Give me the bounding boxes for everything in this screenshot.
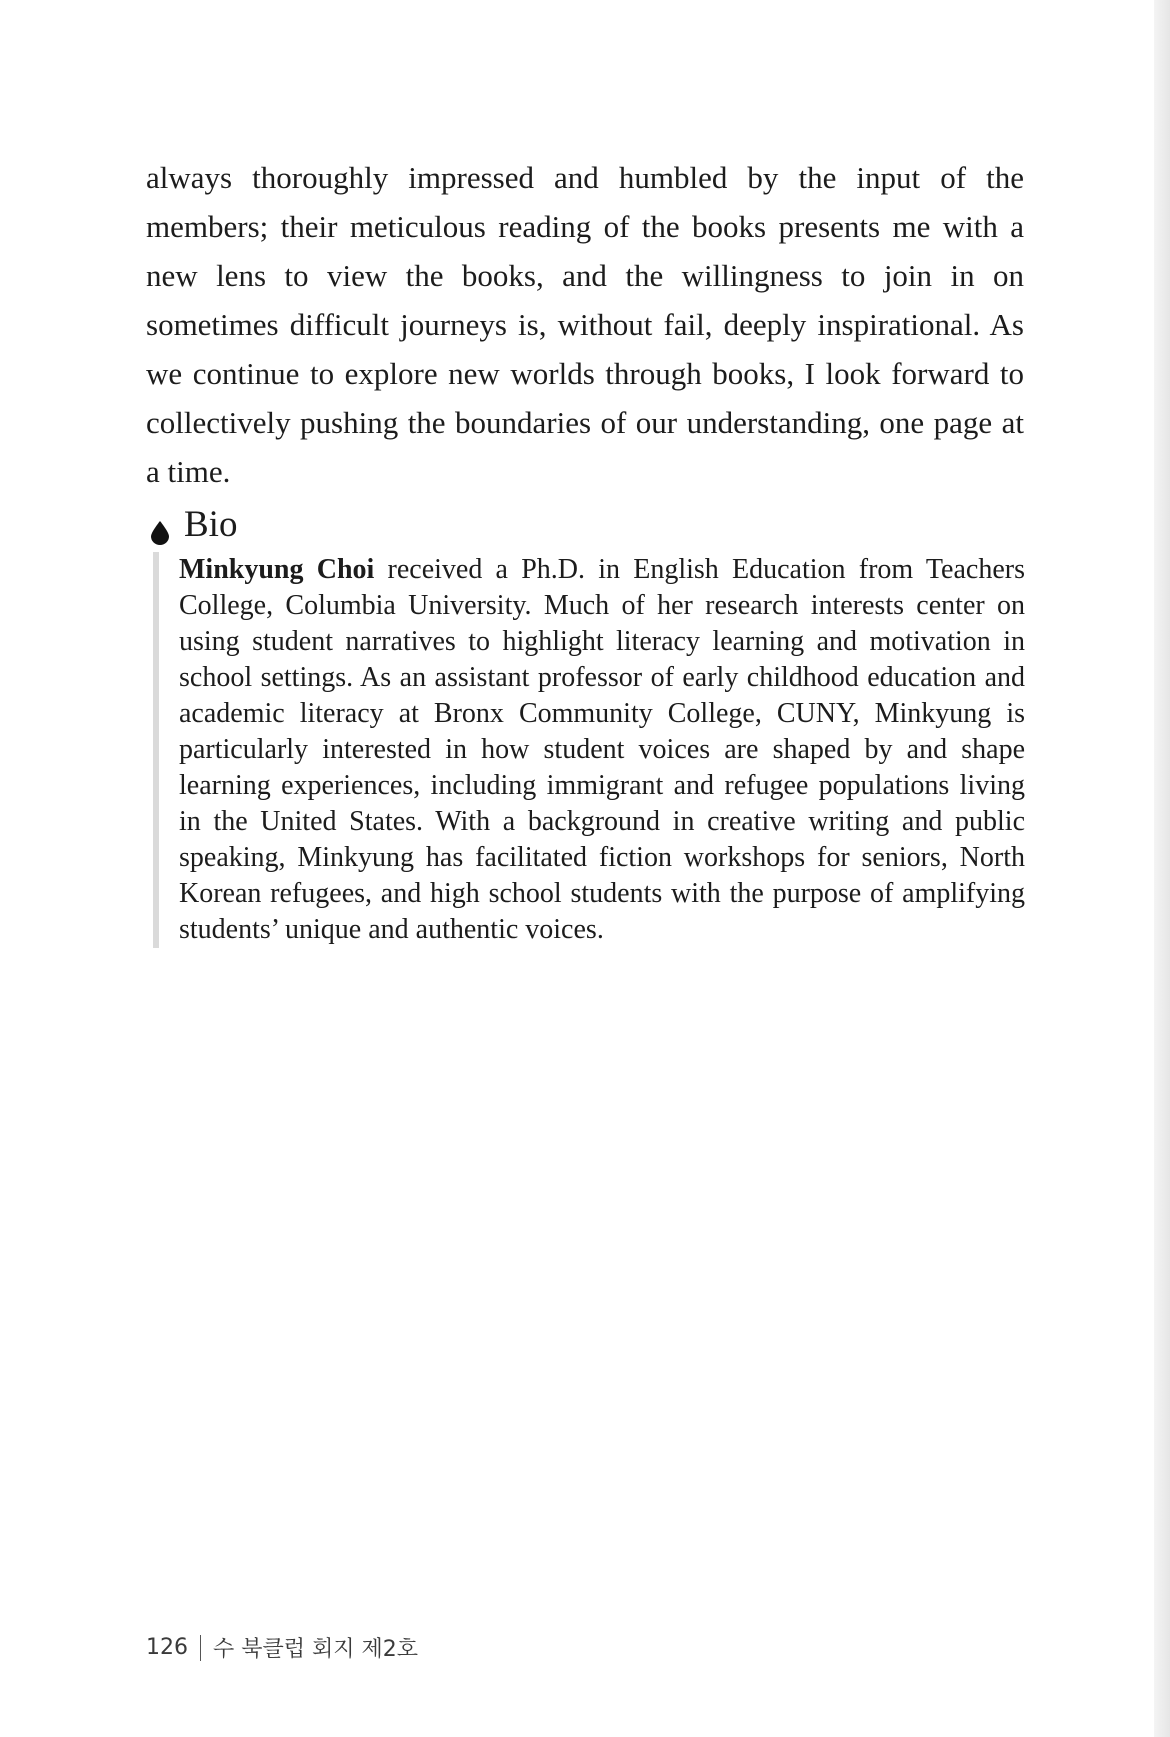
bio-author-name: Minkyung Choi — [179, 554, 375, 585]
page-footer — [146, 1632, 418, 1663]
page-number: 126 — [146, 1635, 188, 1660]
bio-heading — [150, 500, 237, 548]
bio-block — [153, 552, 1025, 948]
bio-heading-label: Bio — [184, 503, 238, 545]
publication-title: 수 북클럽 회지 제2호 — [213, 1637, 418, 1662]
bio-text — [179, 552, 1025, 948]
bio-description: received a Ph.D. in English Education from Teachers College, Columbia University. Much of her research interests center on using student narratives to highlight literacy learning and motivation in school settings. As an assistant professor of early childhood education and academic literacy at Bronx Community College, CUNY, Minkyung is particularly interested in how student voices are shaped by and shape learning experiences, including immigrant and refugee populations living in the United States. With a background in creative writing and public speaking, Minkyung has facilitated fiction workshops for seniors, North Korean refugees, and high school students with the purpose of amplifying students’ unique and authentic voices. — [179, 554, 1025, 945]
body-paragraph: always thoroughly impressed and humbled by the input of the members; their meticulous reading of the books presents me with a new lens to view the books, and the willingness to join in on sometimes difficult journeys is, without fail, deeply inspirational. As we continue to explore new worlds through books, I look forward to collectively pushing the boundaries of our understanding, one page at a time. — [146, 160, 1024, 489]
page-edge-shadow — [1154, 0, 1170, 1737]
ink-drop-icon — [150, 512, 170, 536]
footer-divider — [200, 1635, 201, 1661]
